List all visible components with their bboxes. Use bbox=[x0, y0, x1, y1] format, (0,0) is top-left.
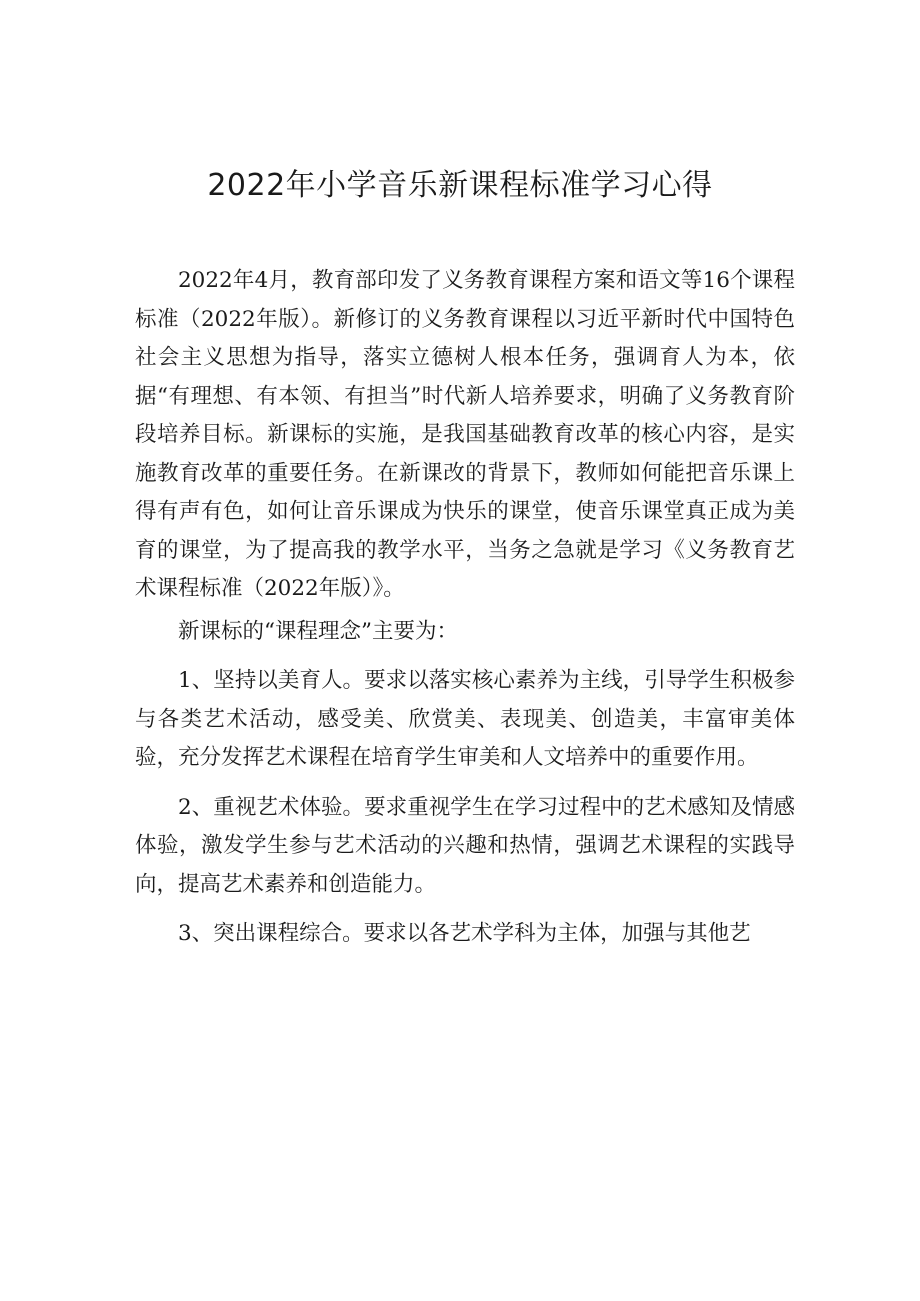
document-title: 2022年小学音乐新课程标准学习心得 bbox=[207, 168, 713, 203]
paragraph-point-2: 2、重视艺术体验。要求重视学生在学习过程中的艺术感知及情感体验，激发学生参与艺术活动的兴趣和热情，强调艺术课程的实践导向，提高艺术素养和创造能力。 bbox=[135, 794, 795, 897]
paragraph-point-1: 1、坚持以美育人。要求以落实核心素养为主线，引导学生积极参与各类艺术活动，感受美、欣赏美、表现美、创造美，丰富审美体验，充分发挥艺术课程在培育学生审美和人文培养中的重要作用。 bbox=[135, 668, 795, 770]
paragraph-concept-heading: 新课标的“课程理念”主要为： bbox=[178, 618, 458, 644]
paragraph-intro: 2022年4月，教育部印发了义务教育课程方案和语文等16个课程标准（2022年版）。新修订的义务教育课程以习近平新时代中国特色社会主义思想为指导，落实立德树人根本任务，强调育人为本，依据“有理想、有本领、有担当”时代新人培养要求，明确了义务教育阶段培养目标。新课标的实施，是我国基础教育改革的核心内容，是实施教育改革的重要任务。在新课改的背景下，教师如何能把音乐课上得有声有色，如何让音乐课成为快乐的课堂，使音乐课堂真正成为美育的课堂，为了提高我的教学水平，当务之急就是学习《义务教育艺术课程标准（2022年版）》。 bbox=[135, 268, 795, 601]
paragraph-point-3: 3、突出课程综合。要求以各艺术学科为主体，加强与其他艺 bbox=[178, 921, 751, 946]
document-body bbox=[135, 262, 795, 965]
